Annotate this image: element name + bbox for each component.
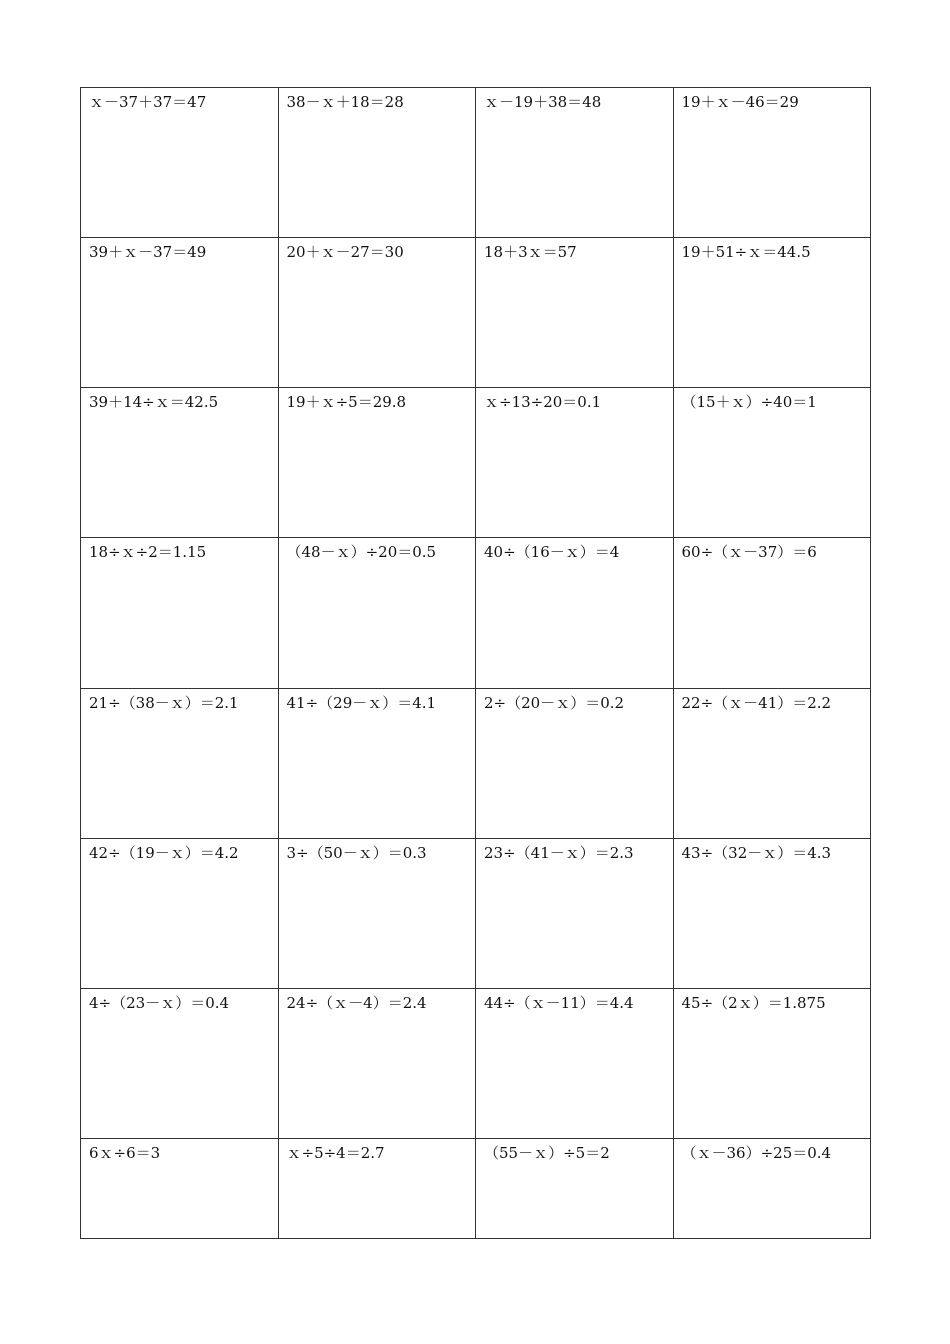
equation-cell: （ｘ－36）÷25＝0.4 bbox=[673, 1138, 871, 1238]
equation-cell: 4÷（23－ｘ）＝0.4 bbox=[81, 988, 279, 1138]
equation-cell: 42÷（19－ｘ）＝4.2 bbox=[81, 838, 279, 988]
worksheet-row-2 bbox=[81, 238, 871, 388]
equation-cell: 45÷（2ｘ）＝1.875 bbox=[673, 988, 871, 1138]
equation-cell: ｘ÷5÷4＝2.7 bbox=[278, 1138, 476, 1238]
worksheet-row-3 bbox=[81, 388, 871, 538]
equation-cell: （15＋ｘ）÷40＝1 bbox=[673, 388, 871, 538]
equation-cell: 19＋ｘ－46＝29 bbox=[673, 88, 871, 238]
equation-cell: 23÷（41－ｘ）＝2.3 bbox=[476, 838, 674, 988]
equation-cell: 38－ｘ＋18＝28 bbox=[278, 88, 476, 238]
worksheet-row-8 bbox=[81, 1138, 871, 1238]
equation-cell: 19＋ｘ÷5＝29.8 bbox=[278, 388, 476, 538]
worksheet-row-6 bbox=[81, 838, 871, 988]
equation-cell: 22÷（ｘ－41）＝2.2 bbox=[673, 688, 871, 838]
equation-cell: ｘ－37＋37＝47 bbox=[81, 88, 279, 238]
equation-cell: 39＋ｘ－37＝49 bbox=[81, 238, 279, 388]
equation-cell: 21÷（38－ｘ）＝2.1 bbox=[81, 688, 279, 838]
equation-worksheet-table bbox=[80, 87, 871, 1239]
equation-cell: 39＋14÷ｘ＝42.5 bbox=[81, 388, 279, 538]
worksheet-row-7 bbox=[81, 988, 871, 1138]
equation-cell: 2÷（20－ｘ）＝0.2 bbox=[476, 688, 674, 838]
worksheet-row-5 bbox=[81, 688, 871, 838]
equation-cell: 19＋51÷ｘ＝44.5 bbox=[673, 238, 871, 388]
equation-cell: 18÷ｘ÷2＝1.15 bbox=[81, 538, 279, 688]
equation-cell: 6ｘ÷6＝3 bbox=[81, 1138, 279, 1238]
equation-cell: 40÷（16－ｘ）＝4 bbox=[476, 538, 674, 688]
equation-cell: 41÷（29－ｘ）＝4.1 bbox=[278, 688, 476, 838]
equation-cell: 24÷（ｘ－4）＝2.4 bbox=[278, 988, 476, 1138]
equation-cell: 3÷（50－ｘ）＝0.3 bbox=[278, 838, 476, 988]
equation-cell: 44÷（ｘ－11）＝4.4 bbox=[476, 988, 674, 1138]
equation-cell: 43÷（32－ｘ）＝4.3 bbox=[673, 838, 871, 988]
equation-cell: 18＋3ｘ＝57 bbox=[476, 238, 674, 388]
equation-cell: ｘ÷13÷20＝0.1 bbox=[476, 388, 674, 538]
worksheet-row-4 bbox=[81, 538, 871, 688]
equation-cell: （48－ｘ）÷20＝0.5 bbox=[278, 538, 476, 688]
equation-cell: ｘ－19＋38＝48 bbox=[476, 88, 674, 238]
equation-cell: 60÷（ｘ－37）＝6 bbox=[673, 538, 871, 688]
equation-cell: （55－ｘ）÷5＝2 bbox=[476, 1138, 674, 1238]
equation-cell: 20＋ｘ－27＝30 bbox=[278, 238, 476, 388]
worksheet-row-1 bbox=[81, 88, 871, 238]
